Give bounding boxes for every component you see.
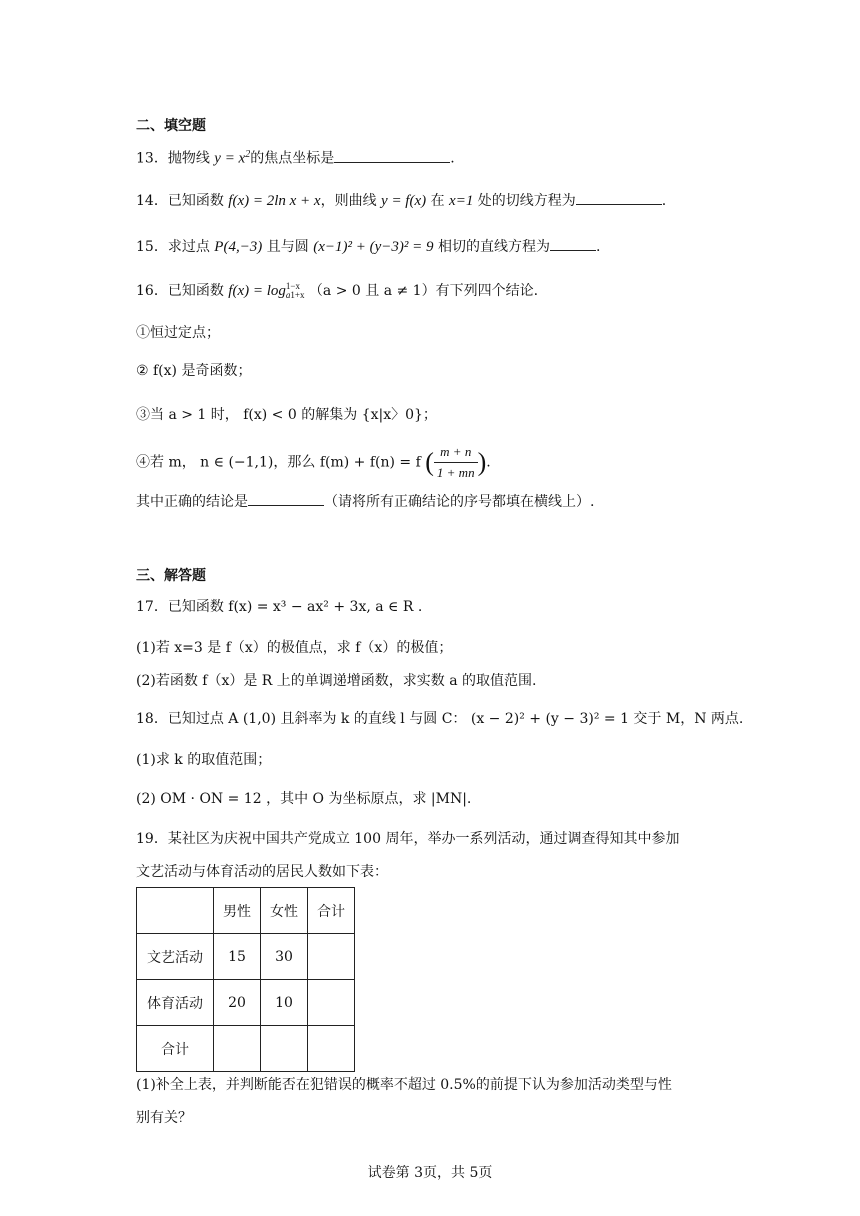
- q16-condition: （a > 0 且 a ≠ 1）有下列四个结论.: [308, 283, 539, 299]
- q17-part-1: (1)若 x=3 是 f（x）的极值点，求 f（x）的极值；: [136, 640, 453, 656]
- q13-equation: y = x: [214, 150, 246, 167]
- q16-number: 16．: [136, 283, 168, 299]
- table-cell: [308, 934, 355, 980]
- question-17: [136, 597, 422, 617]
- table-cell: [308, 980, 355, 1026]
- table-cell: 10: [261, 980, 308, 1026]
- q16-s4-paren-right: ): [477, 447, 487, 477]
- q16-s4-pre: ④若 m， n ∈ (−1,1)，那么 f(m) + f(n) = f: [136, 454, 421, 471]
- q16-log-sup: 1−x: [285, 281, 300, 291]
- q16-s4-denominator: 1 + mn: [436, 465, 475, 480]
- q16-function: f(x) = log: [228, 283, 286, 299]
- question-13: [136, 145, 455, 169]
- table-row: [137, 1026, 355, 1072]
- q19-part-1-line-2: 别有关？: [136, 1110, 192, 1126]
- q16-log-sub: a: [285, 290, 291, 300]
- q16-conclusion-post: （请将所有正确结论的序号都填在横线上）.: [324, 494, 595, 510]
- table-cell: [137, 888, 214, 934]
- question-19: [136, 829, 679, 849]
- table-cell: 合计: [137, 1026, 214, 1072]
- section-heading-fill: 二、填空题: [136, 118, 206, 134]
- q18-part-2: (2) OM · ON = 12 ，其中 O 为坐标原点，求 |MN|.: [136, 791, 472, 807]
- table-cell: [214, 1026, 261, 1072]
- q16-conclusion-pre: 其中正确的结论是: [136, 494, 248, 510]
- table-row: [137, 934, 355, 980]
- question-15: [136, 236, 600, 257]
- q19-number: 19．: [136, 831, 168, 847]
- table-cell: 男性: [214, 888, 261, 934]
- q13-number: 13．: [136, 150, 168, 167]
- q15-number: 15．: [136, 239, 168, 255]
- question-14: [136, 190, 666, 211]
- q16-statement-4: [136, 442, 491, 483]
- q16-s4-numerator: m + n: [434, 442, 478, 463]
- q14-function: f(x) = 2ln x + x: [228, 193, 321, 209]
- q13-end: .: [450, 150, 455, 167]
- q16-log-base: [286, 282, 305, 300]
- q17-part-2: (2)若函数 f（x）是 R 上的单调递增函数，求实数 a 的取值范围.: [136, 673, 537, 689]
- q13-answer-blank: [334, 148, 450, 163]
- q16-s4-fraction: [434, 442, 478, 483]
- q14-at: 在: [430, 193, 445, 209]
- q16-statement-3: ③当 a > 1 时， f(x) < 0 的解集为 {x|x〉0}；: [136, 407, 437, 423]
- q15-mid: 且与圆: [266, 239, 309, 255]
- q15-point: P(4,−3): [214, 239, 263, 255]
- q16-statement-2: ② f(x) 是奇函数；: [136, 363, 252, 379]
- q14-curve: y = f(x): [381, 193, 427, 209]
- q15-pre: 求过点: [167, 239, 210, 255]
- q14-post: 处的切线方程为: [477, 193, 576, 209]
- q14-x-value: x=1: [449, 193, 474, 209]
- q17-text: 已知函数 f(x) = x³ − ax² + 3x, a ∈ R .: [167, 599, 423, 615]
- section-heading-answer: 三、解答题: [136, 568, 206, 584]
- q16-log-sub2: 1+x: [290, 290, 305, 300]
- q16-s4-paren-left: (: [425, 447, 434, 477]
- q18-number: 18．: [136, 711, 168, 727]
- q14-pre: 已知函数: [167, 193, 224, 209]
- q16-s4-end: .: [486, 454, 491, 471]
- q18-part-1: (1)求 k 的取值范围；: [136, 752, 272, 768]
- q19-part-1-line-1: (1)补全上表，并判断能否在犯错误的概率不超过 0.5%的前提下认为参加活动类型与性: [136, 1077, 672, 1093]
- question-16: [136, 281, 538, 301]
- table-header-row: [137, 888, 355, 934]
- q15-end: .: [595, 239, 601, 255]
- q15-answer-blank: [550, 236, 596, 251]
- table-cell: 20: [214, 980, 261, 1026]
- q14-answer-blank: [576, 190, 662, 205]
- q16-conclusion: [136, 491, 594, 512]
- q19-data-table: [136, 887, 355, 1072]
- table-row: [137, 980, 355, 1026]
- q16-answer-blank: [248, 491, 324, 506]
- table-cell: [308, 1026, 355, 1072]
- table-cell: 文艺活动: [137, 934, 214, 980]
- q19-text-line-1: 某社区为庆祝中国共产党成立 100 周年，举办一系列活动，通过调查得知其中参加: [167, 831, 680, 847]
- table-cell: 女性: [261, 888, 308, 934]
- table-cell: [261, 1026, 308, 1072]
- table-cell: 15: [214, 934, 261, 980]
- q18-text: 已知过点 A (1,0) 且斜率为 k 的直线 l 与圆 C： (x − 2)² + (y − 3)² = 1 交于 M，N 两点.: [167, 711, 744, 727]
- q15-circle: (x−1)² + (y−3)² = 9: [313, 239, 434, 255]
- q14-end: .: [661, 193, 667, 209]
- table-cell: 合计: [308, 888, 355, 934]
- question-18: [136, 709, 743, 729]
- q17-number: 17．: [136, 599, 168, 615]
- q13-pre: 抛物线: [167, 150, 210, 167]
- q13-post: 的焦点坐标是: [250, 150, 335, 167]
- q13-exponent: 2: [245, 149, 251, 160]
- q16-statement-1: ①恒过定点；: [136, 325, 220, 341]
- q14-number: 14．: [136, 193, 168, 209]
- page-footer: 试卷第 3页，共 5页: [367, 1165, 493, 1181]
- q16-pre: 已知函数: [167, 283, 224, 299]
- table-cell: 体育活动: [137, 980, 214, 1026]
- table-cell: 30: [261, 934, 308, 980]
- q19-text-line-2: 文艺活动与体育活动的居民人数如下表：: [136, 864, 388, 880]
- q15-post: 相切的直线方程为: [437, 239, 550, 255]
- q14-mid: ，则曲线: [320, 193, 377, 209]
